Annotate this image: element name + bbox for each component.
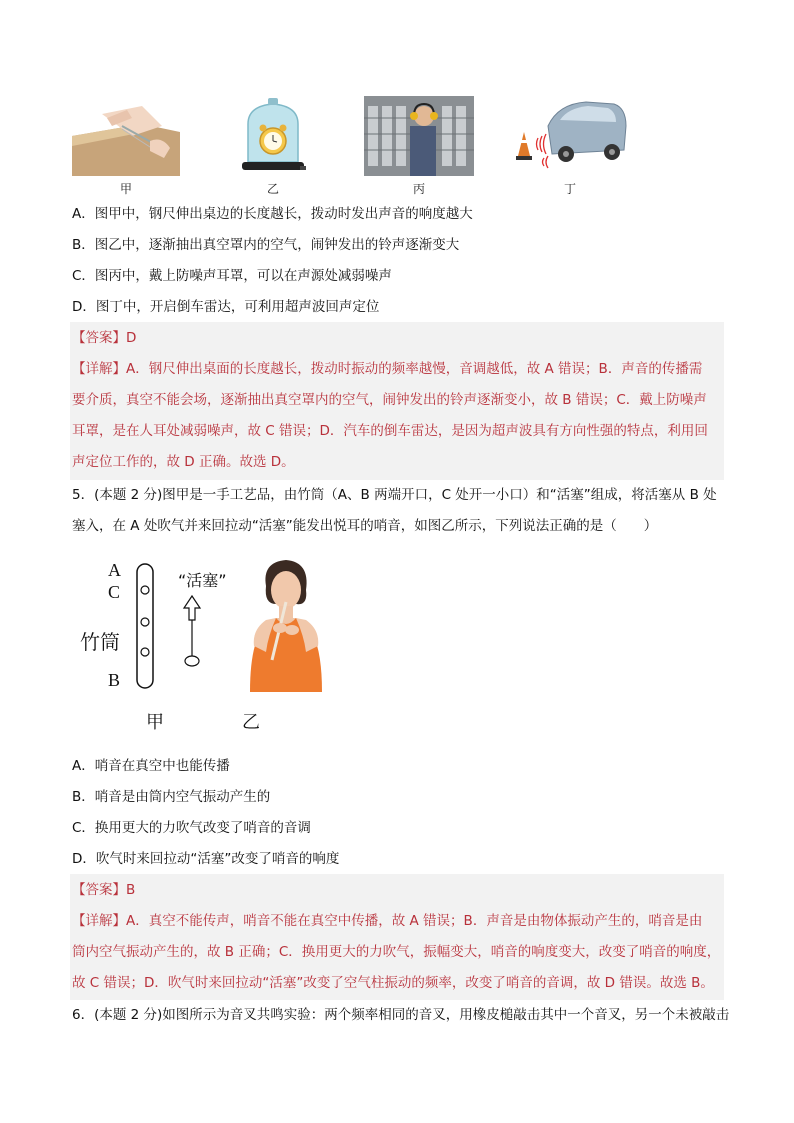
- figure-label-yi: 乙: [266, 182, 279, 196]
- q5-answer-line: [72, 880, 135, 900]
- q4-detail-text-1: A．钢尺伸出桌面的长度越长，拨动时振动的频率越慢，音调越低，故 A 错误；B．声音的传播需: [126, 361, 703, 377]
- figure-label-ding: 丁: [563, 182, 576, 196]
- q5-caption-jia: 甲: [146, 712, 164, 733]
- figure-label-jia: 甲: [119, 182, 132, 196]
- q5-answer-value: B: [126, 882, 136, 898]
- q5-label-c: C: [108, 582, 121, 602]
- q5-option-d: D．吹气时来回拉动“活塞”改变了哨音的响度: [72, 851, 340, 867]
- q5-option-a: A．哨音在真空中也能传播: [72, 758, 230, 774]
- q5-stem-line-2: 塞入，在 A 处吹气并来回拉动“活塞”能发出悦耳的哨音，如图乙所示，下列说法正确的是（ ）: [72, 518, 658, 534]
- q4-detail-line-3: 耳罩，是在人耳处减弱噪声，故 C 错误；D．汽车的倒车雷达，是因为超声波具有方向性强的特点，利用回: [72, 423, 708, 439]
- q4-detail-line-4: 声定位工作的，故 D 正确。故选 D。: [72, 454, 295, 470]
- q5-label-tube: 竹筒: [80, 630, 120, 654]
- q5-stem-line-1: 5．(本题 2 分)图甲是一手工艺品，由竹筒（A、B 两端开口，C 处开一小口）和“活塞”组成，将活塞从 B 处: [72, 487, 717, 503]
- q5-detail-tag: 【详解】: [72, 913, 126, 929]
- q4-option-b: B．图乙中，逐渐抽出真空罩内的空气，闹钟发出的铃声逐渐变大: [72, 237, 460, 253]
- q5-label-b: B: [108, 670, 121, 690]
- q5-caption-yi: 乙: [242, 712, 260, 733]
- figure-label-bing: 丙: [412, 182, 425, 196]
- q5-label-a: A: [108, 560, 121, 580]
- q4-option-a: A．图甲中，钢尺伸出桌边的长度越长，拨动时发出声音的响度越大: [72, 206, 473, 222]
- q5-detail-text-1: A．真空不能传声，哨音不能在真空中传播，故 A 错误；B．声音是由物体振动产生的，哨音是由: [126, 913, 703, 929]
- q5-option-c: C．换用更大的力吹气改变了哨音的音调: [72, 820, 311, 836]
- figure-bing-factory-image: [364, 96, 474, 176]
- q5-detail-line-2: 筒内空气振动产生的，故 B 正确；C．换用更大的力吹气，振幅变大，哨音的响度变大，改变了哨音的响度，: [72, 944, 721, 960]
- figure-ding-car-radar-image: [508, 96, 628, 176]
- q5-tube-drawing: [132, 562, 162, 692]
- q5-piston-drawing: [180, 594, 204, 670]
- q5-option-b: B．哨音是由筒内空气振动产生的: [72, 789, 271, 805]
- q5-detail-line-1: [72, 911, 702, 931]
- q4-answer-tag: 【答案】: [72, 330, 126, 346]
- q4-answer-value: D: [126, 330, 137, 346]
- q5-answer-block: [70, 874, 724, 1000]
- q4-answer-block: [70, 322, 724, 480]
- q5-label-piston: “活塞”: [178, 571, 227, 590]
- q5-figure-jia: [80, 556, 250, 736]
- figure-yi-bell-jar-image: [238, 96, 308, 176]
- q5-detail-line-3: 故 C 错误；D．吹气时来回拉动“活塞”改变了空气柱振动的频率，改变了哨音的音调，故 D 错误。故选 B。: [72, 975, 714, 991]
- q4-detail-tag: 【详解】: [72, 361, 126, 377]
- q4-option-c: C．图丙中，戴上防噪声耳罩，可以在声源处减弱噪声: [72, 268, 392, 284]
- q4-detail-line-2: 要介质，真空不能会场，逐渐抽出真空罩内的空气，闹钟发出的铃声逐渐变小，故 B 错误；C．戴上防噪声: [72, 392, 707, 408]
- q5-figure-yi-woman-image: [236, 556, 332, 692]
- q6-stem-line-1: 6．(本题 2 分)如图所示为音叉共鸣实验：两个频率相同的音叉，用橡皮槌敲击其中一个音叉，另一个未被敲击: [72, 1007, 730, 1023]
- q4-option-d: D．图丁中，开启倒车雷达，可利用超声波回声定位: [72, 299, 380, 315]
- figure-jia-ruler-image: [72, 96, 180, 176]
- q4-detail-line-1: [72, 359, 702, 379]
- q5-answer-tag: 【答案】: [72, 882, 126, 898]
- q4-answer-line: [72, 328, 136, 348]
